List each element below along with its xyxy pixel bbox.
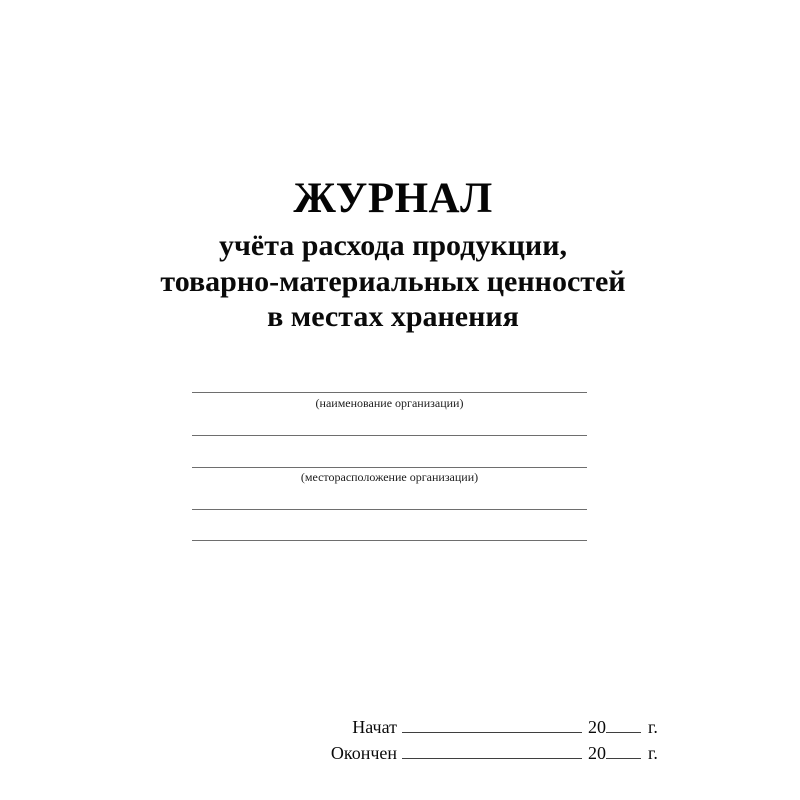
started-year-suffix: г. bbox=[648, 717, 658, 737]
org-location-line bbox=[192, 467, 587, 468]
subtitle-line-3: в местах хранения bbox=[267, 300, 519, 333]
org-extra-line-3 bbox=[192, 540, 587, 541]
started-year-prefix: 20 bbox=[588, 717, 606, 737]
org-extra-line-1 bbox=[192, 435, 587, 436]
finished-year-blank bbox=[606, 743, 641, 759]
org-extra-line-2 bbox=[192, 509, 587, 510]
page-subtitle bbox=[0, 228, 786, 335]
finished-year-suffix: г. bbox=[648, 743, 658, 763]
started-label: Начат bbox=[352, 717, 397, 737]
org-location-caption: (месторасположение организации) bbox=[300, 470, 479, 484]
finished-label: Окончен bbox=[330, 743, 397, 763]
finished-date-blank bbox=[402, 743, 582, 759]
title-block bbox=[0, 176, 786, 335]
subtitle-line-2: товарно-материальных ценностей bbox=[160, 264, 626, 298]
started-date-blank bbox=[402, 717, 582, 733]
subtitle-line-1: учёта расхода продукции, bbox=[218, 229, 568, 262]
finished-year-prefix: 20 bbox=[588, 743, 606, 763]
page-title: ЖУРНАЛ bbox=[293, 175, 493, 222]
org-name-line bbox=[192, 392, 587, 393]
started-year-blank bbox=[606, 717, 641, 733]
finished-row bbox=[330, 743, 658, 762]
started-row bbox=[330, 717, 658, 736]
org-name-caption: (наименование организации) bbox=[315, 396, 464, 410]
